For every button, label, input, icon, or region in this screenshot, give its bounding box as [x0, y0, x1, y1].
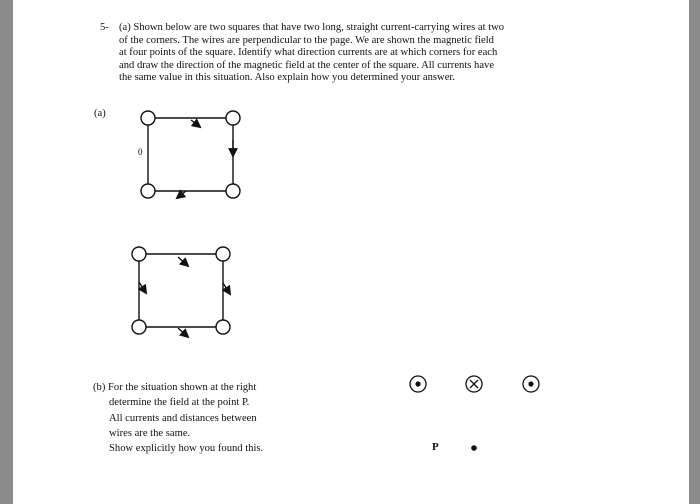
point-p-dot — [471, 445, 477, 451]
field-arrow — [223, 283, 230, 294]
field-arrow — [178, 257, 188, 266]
square-1 — [141, 111, 240, 198]
part-b-line: determine the field at the point P. — [109, 397, 250, 409]
part-b-text — [93, 380, 263, 456]
question-line: (a) Shown below are two squares that have two long, straight current-carrying wires at two — [119, 22, 505, 33]
question-line: of the corners. The wires are perpendicular to the page. We are shown the magnetic field — [119, 34, 494, 46]
field-arrow — [177, 191, 186, 198]
part-b-line: Show explicitly how you found this. — [109, 443, 264, 455]
question-line: the same value in this situation. Also explain how you determined your answer. — [119, 72, 455, 84]
part-b-line: All currents and distances between — [109, 412, 257, 424]
part-a-label: (a) — [94, 108, 106, 119]
question-line: and draw the direction of the magnetic field at the center of the square. All currents have — [119, 59, 495, 71]
wire-corner — [132, 247, 146, 261]
point-p-label: P — [432, 441, 439, 453]
question-line: at four points of the square. Identify what direction currents are at which corners for each — [119, 47, 498, 59]
wire-into-page — [466, 376, 482, 392]
wire-corner — [226, 184, 240, 198]
field-arrow — [139, 282, 146, 293]
center-mark: 0 — [138, 147, 143, 157]
question-number: 5- — [100, 22, 109, 33]
part-b-line: (b) For the situation shown at the right — [93, 382, 257, 393]
field-arrows-1 — [177, 120, 233, 198]
wire-corner — [141, 111, 155, 125]
wire-corner — [132, 320, 146, 334]
field-arrow — [191, 120, 200, 127]
wire-out-of-page-right — [523, 376, 539, 392]
wire-corner — [216, 247, 230, 261]
field-arrow — [178, 328, 188, 337]
wire-corner — [226, 111, 240, 125]
wire-out-of-page-left — [410, 376, 426, 392]
part-b-line: wires are the same. — [109, 427, 191, 439]
wire-corner — [141, 184, 155, 198]
wire-corner — [216, 320, 230, 334]
